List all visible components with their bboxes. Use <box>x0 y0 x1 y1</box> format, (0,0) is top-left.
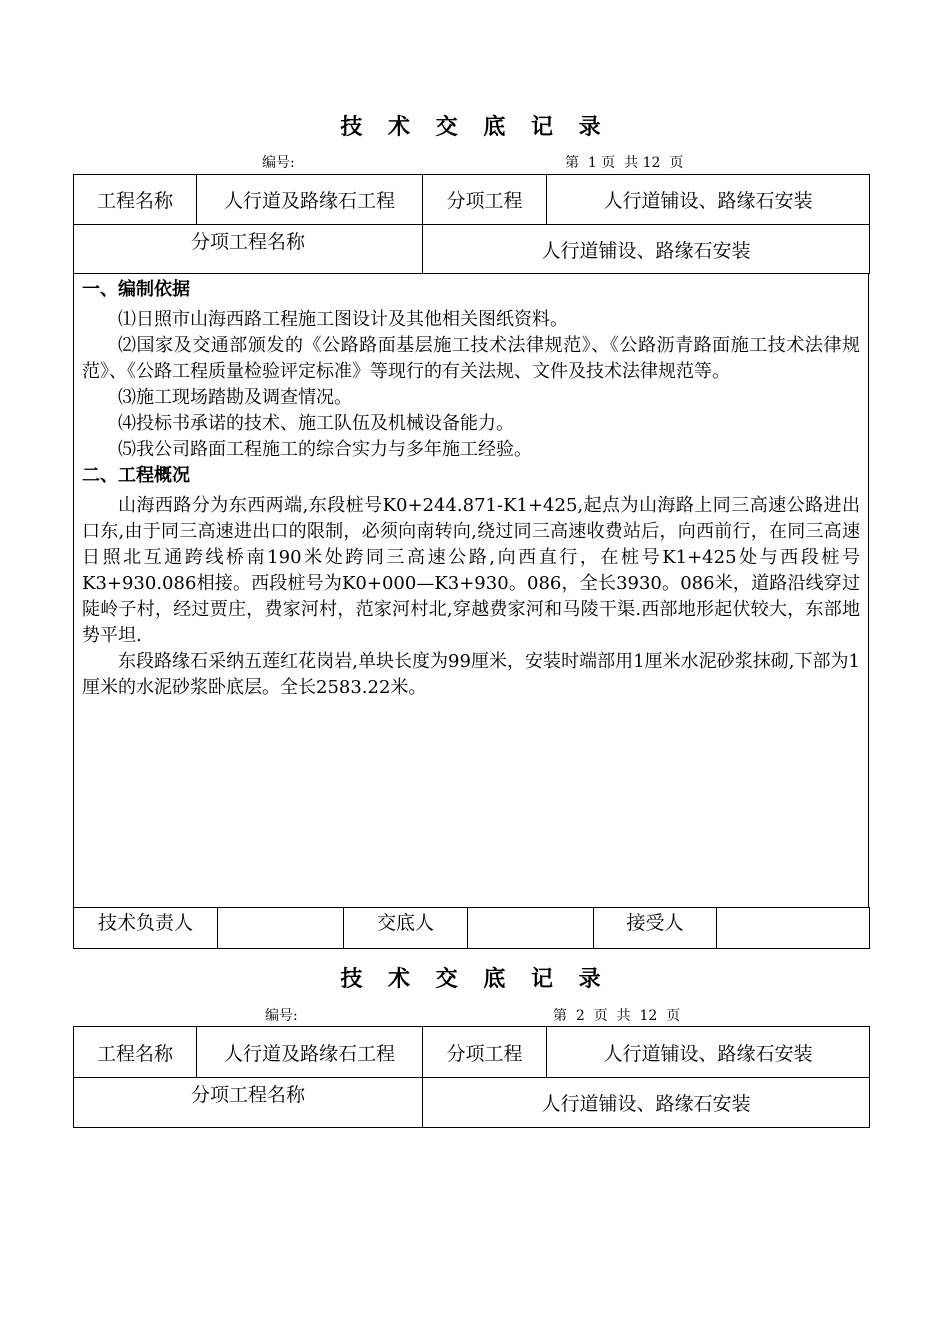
section1-item: ⑷投标书承诺的技术、施工队伍及机械设备能力。 <box>118 413 514 434</box>
sub-item-name-label: 分项工程名称 <box>74 225 423 274</box>
sub-item-label: 分项工程 <box>423 1027 547 1078</box>
page1-number-label: 编号: <box>262 155 295 171</box>
tech-lead-value <box>218 908 344 949</box>
tech-lead-label: 技术负责人 <box>74 908 218 949</box>
section2-paragraph: 山海西路分为东西两端,东段桩号K0+244.871-K1+425,起点为山海路上同三高速公路进出口东,由于同三高速进出口的限制，必须向南转向,绕过同三高速收费站后，向西前行，在同三高速日照北互通跨线桥南190米处跨同三高速公路,向西直行，在桩号K1+425处与西段桩号K3+930.086相接。西段桩号为K0+000—K3+930。086，全长3930。086米，道路沿线穿过陡岭子村，经过贾庄，费家河村，范家河村北,穿越费家河和马陵干渠.西部地形起伏较大，东部地势平坦. <box>82 495 860 646</box>
page1-page-info: 第 1 页 共 12 页 <box>565 155 684 171</box>
section2-heading: 二、工程概况 <box>82 465 190 486</box>
page2-title: 技 术 交 底 记 录 <box>340 967 610 992</box>
project-name-value: 人行道及路缘石工程 <box>197 175 423 225</box>
section1-item: ⑶施工现场踏勘及调查情况。 <box>118 387 352 408</box>
section2-paragraph: 东段路缘石采纳五莲红花岗岩,单块长度为99厘米，安装时端部用1厘米水泥砂浆抹砌,下部为1厘米的水泥砂浆卧底层。全长2583.22米。 <box>82 651 860 698</box>
handover-value <box>468 908 594 949</box>
handover-label: 交底人 <box>344 908 468 949</box>
project-name-label: 工程名称 <box>74 175 197 225</box>
section1-item: ⑸我公司路面工程施工的综合实力与多年施工经验。 <box>118 439 532 460</box>
section1-item: ⑴日照市山海西路工程施工图设计及其他相关图纸资料。 <box>118 309 568 330</box>
sub-item-label: 分项工程 <box>423 175 547 225</box>
page1-title: 技 术 交 底 记 录 <box>340 115 610 140</box>
page2-number-label: 编号: <box>265 1008 298 1024</box>
sub-item-value: 人行道铺设、路缘石安装 <box>547 175 870 225</box>
page1-content <box>82 277 860 701</box>
sub-item-name-label: 分项工程名称 <box>74 1078 423 1128</box>
sub-item-name-value: 人行道铺设、路缘石安装 <box>423 1078 870 1128</box>
receiver-label: 接受人 <box>594 908 717 949</box>
page1-signature-table <box>73 907 870 949</box>
section1-item: ⑵国家及交通部颁发的《公路路面基层施工技术法律规范》、《公路沥青路面施工技术法律规范》、《公路工程质量检验评定标准》等现行的有关法规、文件及技术法律规范等。 <box>82 335 860 382</box>
page2-header-table <box>73 1026 870 1128</box>
page2-page-info: 第 2 页 共 12 页 <box>553 1008 681 1024</box>
page1-header-table <box>73 174 870 274</box>
sub-item-name-value: 人行道铺设、路缘石安装 <box>423 225 870 274</box>
project-name-value: 人行道及路缘石工程 <box>197 1027 423 1078</box>
sub-item-value: 人行道铺设、路缘石安装 <box>547 1027 870 1078</box>
receiver-value <box>717 908 870 949</box>
section1-heading: 一、编制依据 <box>82 279 190 300</box>
project-name-label: 工程名称 <box>74 1027 197 1078</box>
